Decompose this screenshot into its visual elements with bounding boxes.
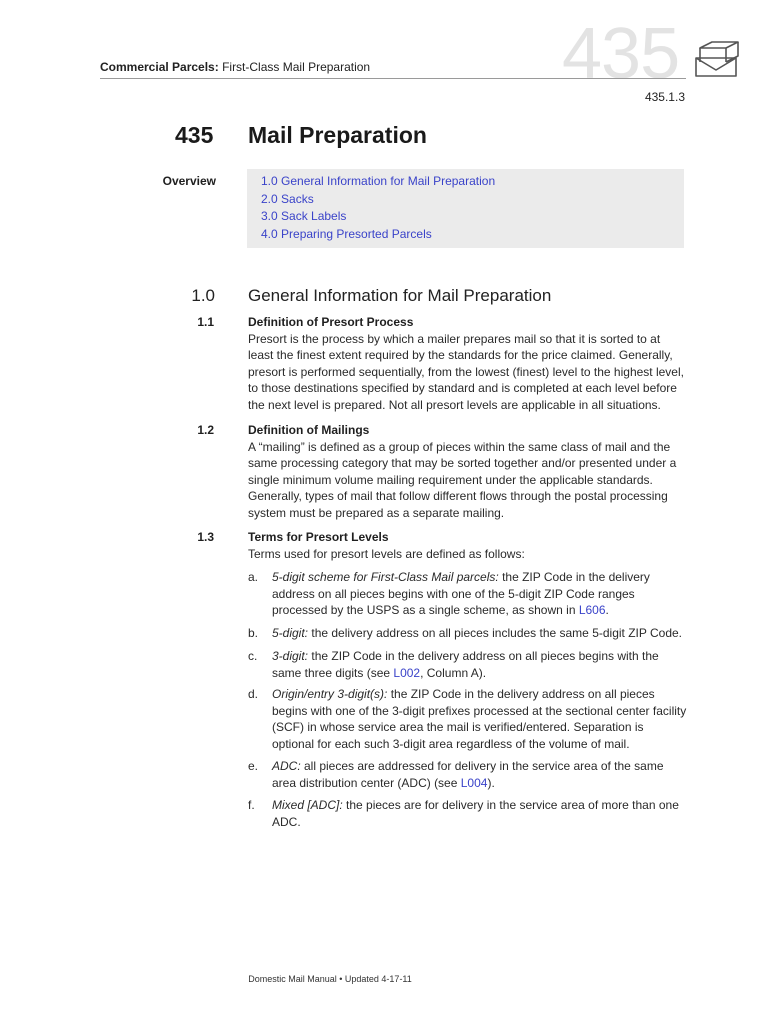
section-title: General Information for Mail Preparation <box>248 286 552 305</box>
term-definition-end: ). <box>487 775 495 790</box>
chapter-watermark-number: 435 <box>562 14 680 94</box>
section-reference: 435.1.3 <box>644 90 685 104</box>
mail-envelope-icon <box>692 40 740 78</box>
list-item-label: d. <box>248 687 259 701</box>
subsection-heading: Definition of Presort Process <box>248 315 414 329</box>
subsection-number: 1.3 <box>197 530 214 544</box>
overview-link[interactable]: 2.0 Sacks <box>261 191 314 206</box>
running-head <box>100 60 370 74</box>
term-definition: the pieces are for delivery in the service area of more than one ADC. <box>272 798 679 829</box>
subsection-number: 1.1 <box>197 315 214 329</box>
reference-link[interactable]: L002 <box>393 665 421 680</box>
term-definition: the delivery address on all pieces includes the same 5-digit ZIP Code. <box>308 626 683 640</box>
section-number: 1.0 <box>191 286 215 305</box>
overview-link[interactable]: 4.0 Preparing Presorted Parcels <box>261 226 432 241</box>
term-definition: all pieces are addressed for delivery in the service area of the same area distribution center (ADC) (see <box>272 759 664 790</box>
reference-link[interactable]: L606 <box>578 603 606 617</box>
overview-link[interactable]: 3.0 Sack Labels <box>261 209 347 224</box>
running-head-title: First-Class Mail Preparation <box>218 60 371 74</box>
overview-box <box>247 169 684 248</box>
list-item <box>248 648 688 681</box>
subsection-heading: Definition of Mailings <box>248 423 370 437</box>
subsection-body: Presort is the process by which a mailer prepares mail so that it is sorted to at least the finest extent required by the standards for the price claimed. Generally, presort is performed sequentially, from the lowest (finest) level to the highest level, to those destinations specified by standard and is completed at each level before the next level is prepared. Not all presort levels are applicable in all situations. <box>248 331 684 412</box>
list-item-label: e. <box>248 759 259 773</box>
subsection-body: A “mailing” is defined as a group of pieces within the same class of mail and the same processing category that may be sorted together and/or presented under a single minimum volume mailing requirement under the applicable standards. Generally, types of mail that follow different flows through the postal processing system must be prepared as a separate mailing. <box>248 439 677 520</box>
term-definition-end: . <box>605 603 609 617</box>
reference-link[interactable]: L004 <box>460 775 488 790</box>
term-name: 5-digit scheme for First-Class Mail parcels: <box>272 570 499 584</box>
term-definition-end: , Column A). <box>420 665 487 680</box>
subsection-number: 1.2 <box>197 423 214 437</box>
list-item <box>248 758 688 791</box>
subsection-block <box>248 529 688 562</box>
term-definition: the ZIP Code in the delivery address on all pieces begins with one of the 5-digit ZIP Code ranges processed by the USPS as a single scheme, as shown in <box>272 570 650 617</box>
list-item <box>248 686 688 752</box>
term-name: Origin/entry 3-digit(s): <box>272 687 388 701</box>
subsection-block <box>248 422 688 521</box>
list-item-label: c. <box>248 649 258 663</box>
list-item <box>248 797 688 830</box>
term-name: Mixed [ADC]: <box>272 798 343 812</box>
header-divider <box>100 78 686 79</box>
term-definition: the ZIP Code in the delivery address on all pieces begins with one of the 3-digit prefixes processed at the sectional center facility (SCF) in whose service area the mail is verified/entered. Separation is optional for each such 3-digit area regardless of the volume of mail. <box>272 687 687 751</box>
overview-label: Overview <box>162 174 216 188</box>
page-footer: Domestic Mail Manual • Updated 4-17-11 <box>248 974 412 984</box>
subsection-body: Terms used for presort levels are defined as follows: <box>248 546 525 561</box>
term-name: 5-digit: <box>272 626 309 640</box>
overview-link[interactable]: 1.0 General Information for Mail Preparation <box>261 174 496 188</box>
subsection-block <box>248 314 688 413</box>
running-head-section: Commercial Parcels: <box>100 60 219 74</box>
chapter-number: 435 <box>175 122 214 148</box>
list-item-label: b. <box>248 626 259 640</box>
subsection-heading: Terms for Presort Levels <box>248 530 389 544</box>
page-title: Mail Preparation <box>248 122 427 148</box>
list-item <box>248 569 688 619</box>
list-item-label: a. <box>248 570 259 584</box>
term-definition: the ZIP Code in the delivery address on all pieces begins with the same three digits (see <box>272 649 659 680</box>
list-item <box>248 625 688 642</box>
term-name: ADC: <box>272 759 301 773</box>
term-name: 3-digit: <box>272 649 309 663</box>
list-item-label: f. <box>248 798 255 812</box>
